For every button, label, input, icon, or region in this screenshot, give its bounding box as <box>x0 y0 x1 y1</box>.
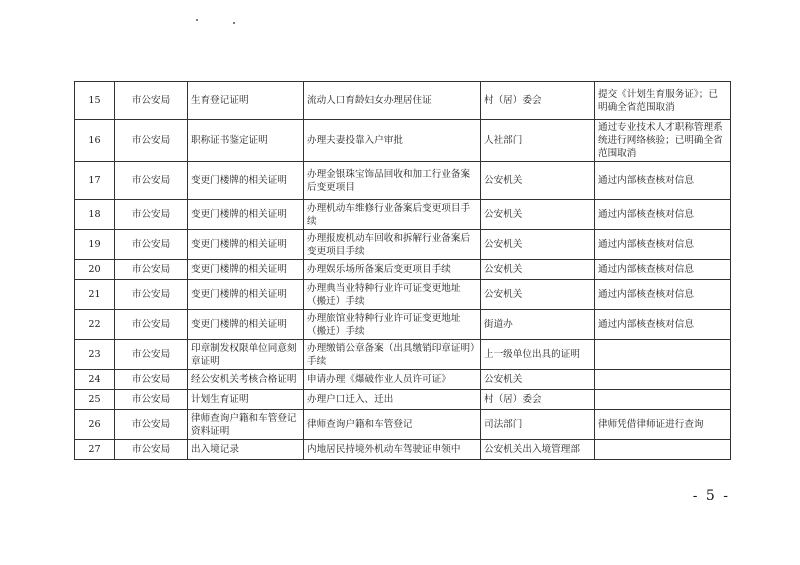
method-cell <box>595 340 731 370</box>
issuer-cell: 公安机关 <box>481 162 595 200</box>
table-row <box>75 120 731 162</box>
department-cell: 市公安局 <box>115 200 188 230</box>
issuer-cell: 公安机关 <box>481 370 595 390</box>
row-number: 18 <box>75 200 115 230</box>
table-row <box>75 260 731 280</box>
department-cell: 市公安局 <box>115 82 188 120</box>
row-number: 23 <box>75 340 115 370</box>
issuer-cell: 司法部门 <box>481 410 595 440</box>
issuer-cell: 公安机关出入境管理部 <box>481 440 595 460</box>
department-cell: 市公安局 <box>115 230 188 260</box>
matter-cell: 办理金银珠宝饰品回收和加工行业备案后变更项目 <box>304 162 481 200</box>
row-number: 20 <box>75 260 115 280</box>
certificate-cell: 变更门楼牌的相关证明 <box>188 310 304 340</box>
scan-speck <box>233 22 235 24</box>
method-cell: 通过内部核查核对信息 <box>595 162 731 200</box>
table-row <box>75 390 731 410</box>
method-cell: 律师凭借律师证进行查询 <box>595 410 731 440</box>
matter-cell: 办理缴销公章备案（出具缴销印章证明）手续 <box>304 340 481 370</box>
department-cell: 市公安局 <box>115 370 188 390</box>
matter-cell: 律师查询户籍和车管登记 <box>304 410 481 440</box>
page-number: - 5 - <box>692 488 730 504</box>
certificate-cell: 生育登记证明 <box>188 82 304 120</box>
method-cell <box>595 440 731 460</box>
row-number: 27 <box>75 440 115 460</box>
table-row <box>75 230 731 260</box>
table-row <box>75 440 731 460</box>
row-number: 19 <box>75 230 115 260</box>
department-cell: 市公安局 <box>115 340 188 370</box>
row-number: 16 <box>75 120 115 162</box>
row-number: 17 <box>75 162 115 200</box>
table-row <box>75 200 731 230</box>
matter-cell: 办理旅馆业特种行业许可证变更地址（搬迁）手续 <box>304 310 481 340</box>
matter-cell: 办理娱乐场所备案后变更项目手续 <box>304 260 481 280</box>
issuer-cell: 街道办 <box>481 310 595 340</box>
certificate-cell: 变更门楼牌的相关证明 <box>188 200 304 230</box>
department-cell: 市公安局 <box>115 120 188 162</box>
certificate-cell: 变更门楼牌的相关证明 <box>188 162 304 200</box>
certificate-cell: 变更门楼牌的相关证明 <box>188 280 304 310</box>
scan-speck <box>196 19 198 21</box>
matter-cell: 办理报废机动车回收和拆解行业备案后变更项目手续 <box>304 230 481 260</box>
department-cell: 市公安局 <box>115 162 188 200</box>
certificate-cell: 变更门楼牌的相关证明 <box>188 260 304 280</box>
row-number: 25 <box>75 390 115 410</box>
certificate-table <box>74 81 731 460</box>
matter-cell: 办理夫妻投靠入户审批 <box>304 120 481 162</box>
matter-cell: 办理机动车维修行业备案后变更项目手续 <box>304 200 481 230</box>
department-cell: 市公安局 <box>115 440 188 460</box>
method-cell: 通过内部核查核对信息 <box>595 310 731 340</box>
method-cell: 通过内部核查核对信息 <box>595 280 731 310</box>
matter-cell: 申请办理《爆破作业人员许可证》 <box>304 370 481 390</box>
department-cell: 市公安局 <box>115 280 188 310</box>
method-cell: 通过专业技术人才职称管理系统进行网络核验；已明确全省范围取消 <box>595 120 731 162</box>
method-cell: 通过内部核查核对信息 <box>595 260 731 280</box>
method-cell <box>595 390 731 410</box>
matter-cell: 办理典当业特种行业许可证变更地址（搬迁）手续 <box>304 280 481 310</box>
department-cell: 市公安局 <box>115 310 188 340</box>
table-body <box>75 82 731 460</box>
issuer-cell: 公安机关 <box>481 230 595 260</box>
matter-cell: 流动人口育龄妇女办理居住证 <box>304 82 481 120</box>
department-cell: 市公安局 <box>115 410 188 440</box>
issuer-cell: 人社部门 <box>481 120 595 162</box>
table-row <box>75 340 731 370</box>
matter-cell: 办理户口迁入、迁出 <box>304 390 481 410</box>
matter-cell: 内地居民持境外机动车驾驶证申领中 <box>304 440 481 460</box>
certificate-cell: 变更门楼牌的相关证明 <box>188 230 304 260</box>
certificate-cell: 计划生育证明 <box>188 390 304 410</box>
table-row <box>75 82 731 120</box>
method-cell: 通过内部核查核对信息 <box>595 230 731 260</box>
department-cell: 市公安局 <box>115 390 188 410</box>
issuer-cell: 公安机关 <box>481 260 595 280</box>
certificate-cell: 职称证书鉴定证明 <box>188 120 304 162</box>
table-row <box>75 310 731 340</box>
method-cell <box>595 370 731 390</box>
issuer-cell: 公安机关 <box>481 200 595 230</box>
row-number: 21 <box>75 280 115 310</box>
issuer-cell: 上一级单位出具的证明 <box>481 340 595 370</box>
row-number: 24 <box>75 370 115 390</box>
method-cell: 通过内部核查核对信息 <box>595 200 731 230</box>
certificate-cell: 律师查询户籍和车管登记资料证明 <box>188 410 304 440</box>
issuer-cell: 公安机关 <box>481 280 595 310</box>
issuer-cell: 村（居）委会 <box>481 390 595 410</box>
issuer-cell: 村（居）委会 <box>481 82 595 120</box>
certificate-cell: 出入境记录 <box>188 440 304 460</box>
table-row <box>75 370 731 390</box>
row-number: 22 <box>75 310 115 340</box>
department-cell: 市公安局 <box>115 260 188 280</box>
table-row <box>75 162 731 200</box>
certificate-cell: 经公安机关考核合格证明 <box>188 370 304 390</box>
row-number: 26 <box>75 410 115 440</box>
method-cell: 提交《计划生育服务证》；已明确全省范围取消 <box>595 82 731 120</box>
table-row <box>75 410 731 440</box>
row-number: 15 <box>75 82 115 120</box>
certificate-cell: 印章制发权限单位同意刻章证明 <box>188 340 304 370</box>
table-row <box>75 280 731 310</box>
